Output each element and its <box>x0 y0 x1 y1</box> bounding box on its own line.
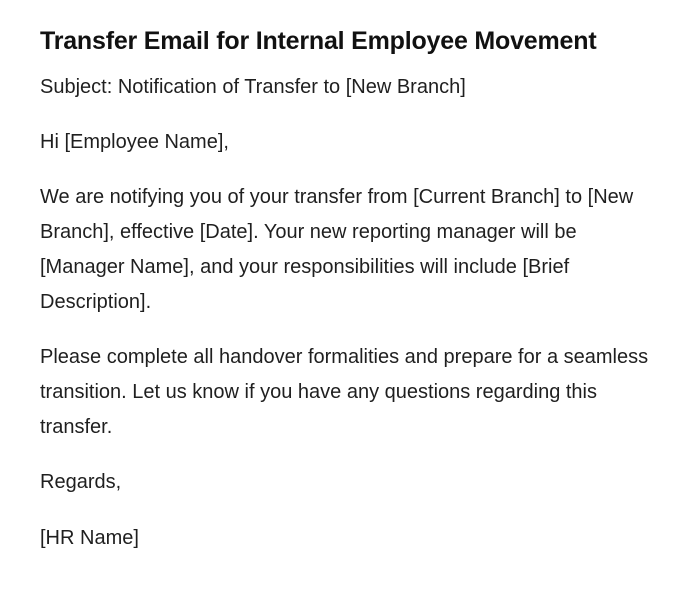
email-signature: [HR Name] <box>40 527 139 549</box>
email-closing: Regards, <box>40 471 122 493</box>
email-greeting: Hi [Employee Name], <box>40 131 229 153</box>
document-title: Transfer Email for Internal Employee Movement <box>40 27 597 55</box>
email-body-paragraph: We are notifying you of your transfer from [Current Branch] to [New Branch], effective [Date]. Your new reporting manager will be [Manager Name], and your responsibilities will include [Brief Description]. <box>40 186 634 313</box>
email-subject: Subject: Notification of Transfer to [New Branch] <box>40 76 466 98</box>
email-body-paragraph: Please complete all handover formalities and prepare for a seamless transition. Let us know if you have any questions regarding this transfer. <box>40 346 649 438</box>
email-document <box>40 24 660 556</box>
